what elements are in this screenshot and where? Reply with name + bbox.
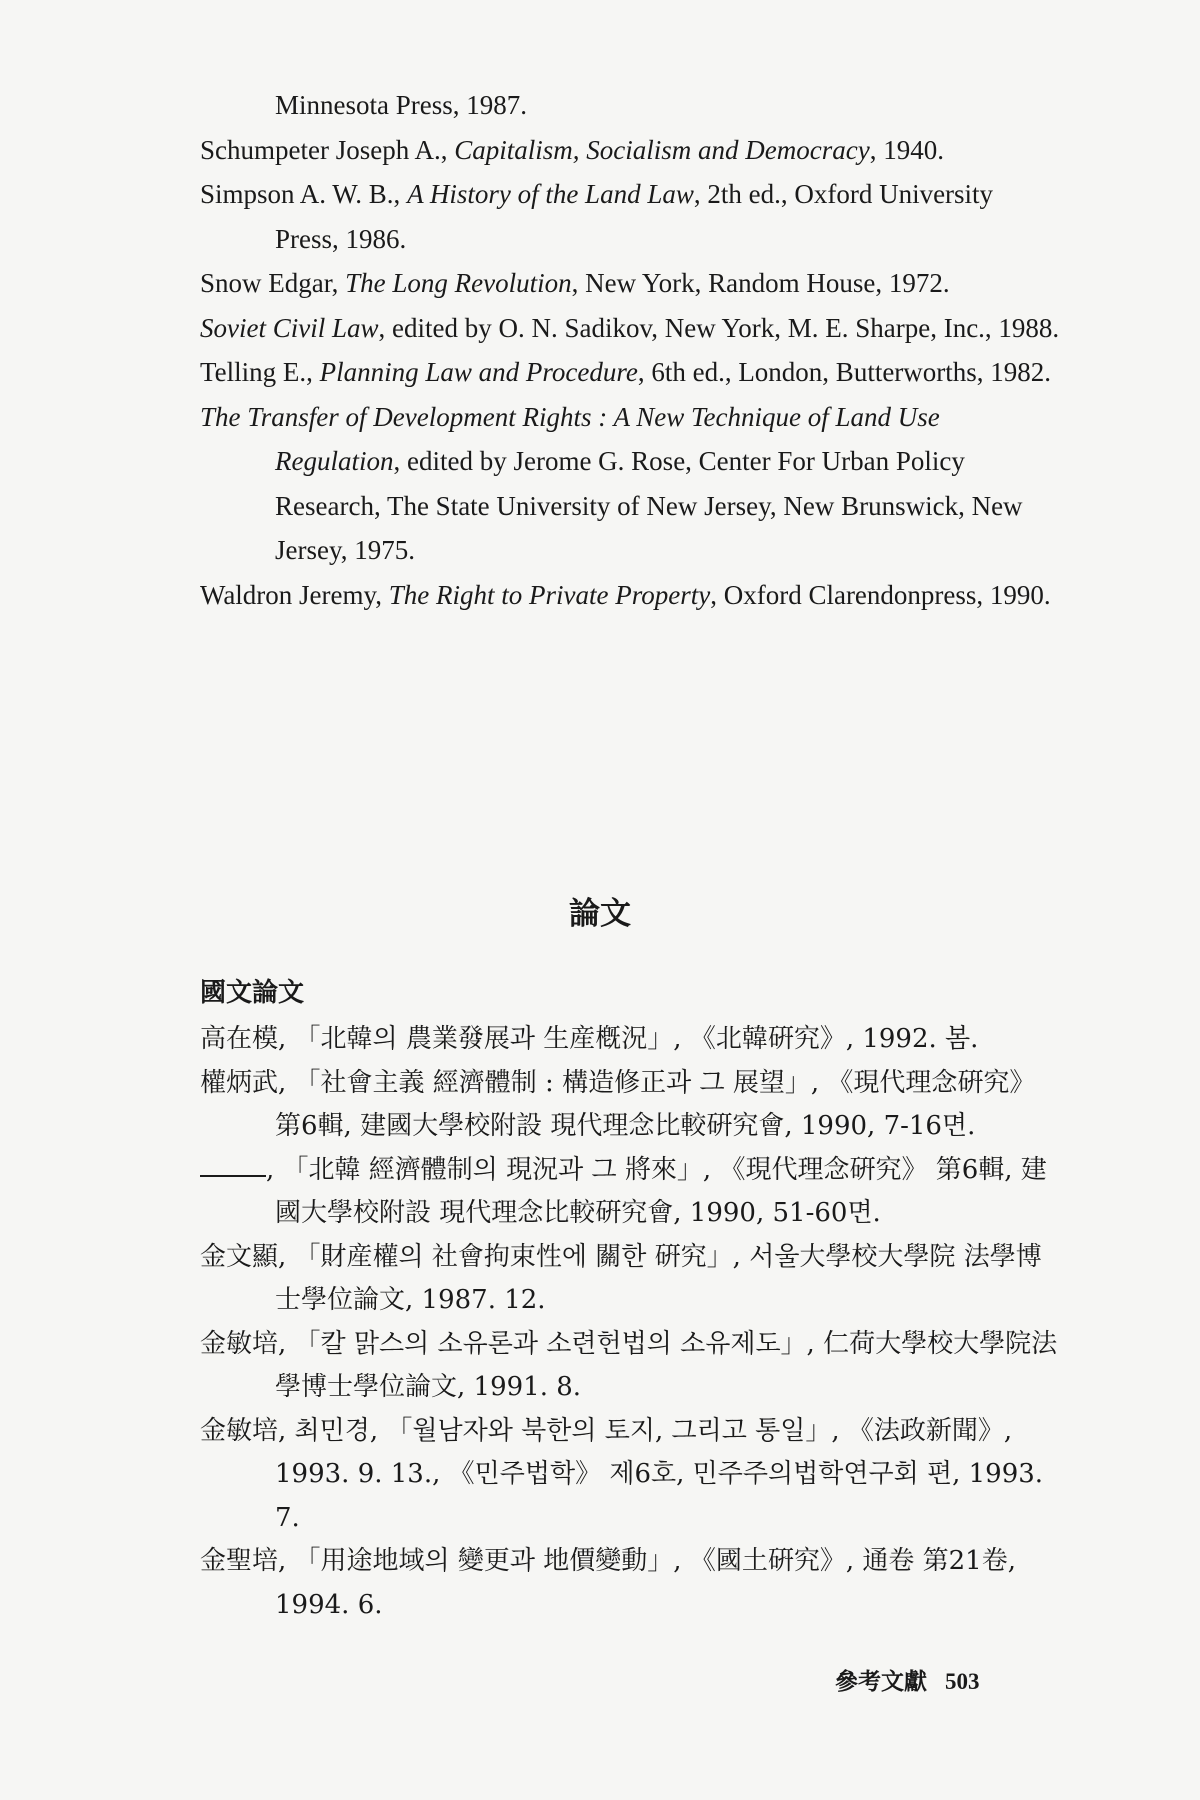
bib-entry-ditto: , 「北韓 經濟體制의 現況과 그 將來」, 《現代理念硏究》 第6輯, 建國大學校附設 現代理念比較硏究會, 1990, 51-60면. [200, 1149, 1060, 1236]
section-title: 論文 [569, 896, 631, 932]
bib-entry: 金敏培, 최민경, 「월남자와 북한의 토지, 그리고 통일」, 《法政新聞》, 1993. 9. 13., 《민주법학》 제6호, 민주주의법학연구회 편, 1993. 7. [200, 1415, 1044, 1533]
page-number: 503 [945, 1669, 980, 1694]
korean-bibliography [200, 1018, 1060, 1627]
subheading: 國文論文 [200, 978, 305, 1008]
bib-entry: Soviet Civil Law, edited by O. N. Sadikov, New York, M. E. Sharpe, Inc., 1988. [200, 312, 1060, 343]
bib-entry: Schumpeter Joseph A., Capitalism, Socialism and Democracy, 1940. [200, 134, 944, 165]
bib-entry: 金敏培, 「칼 맑스의 소유론과 소련헌법의 소유제도」, 仁荷大學校大學院法學博士學位論文, 1991. 8. [200, 1328, 1058, 1402]
bib-entry: Telling E., Planning Law and Procedure, 6th ed., London, Butterworths, 1982. [200, 357, 1052, 387]
bib-entry: Snow Edgar, The Long Revolution, New York, Random House, 1972. [200, 268, 950, 298]
bib-entry: Simpson A. W. B., A History of the Land Law, 2th ed., Oxford University Press, 1986. [200, 179, 994, 254]
bib-entry-continuation: Minnesota Press, 1987. [275, 90, 527, 120]
footer-section-label: 參考文獻 [835, 1668, 927, 1695]
bib-entry: Waldron Jeremy, The Right to Private Property, Oxford Clarendonpress, 1990. [200, 579, 1051, 610]
bib-entry: 金聖培, 「用途地域의 變更과 地價變動」, 《國土硏究》, 通卷 第21卷, 1994. 6. [200, 1546, 1016, 1620]
page-footer [835, 1663, 980, 1696]
bib-entry: The Transfer of Development Rights : A New Technique of Land Use Regulation, edited by Jerome G. Rose, Center For Urban Policy Research, The State University of New Jersey, New Brunswick, New Jersey, 1975. [200, 401, 1023, 565]
bib-entry: 權炳武, 「社會主義 經濟體制 : 構造修正과 그 展望」, 《現代理念硏究》 第6輯, 建國大學校附設 現代理念比較硏究會, 1990, 7-16면. [200, 1067, 1036, 1141]
english-bibliography [200, 83, 1060, 617]
bib-entry: 高在模, 「北韓의 農業發展과 生産槪況」, 《北韓硏究》, 1992. 봄. [200, 1024, 979, 1054]
bib-entry: 金文顯, 「財産權의 社會拘束性에 關한 硏究」, 서울大學校大學院 法學博士學位論文, 1987. 12. [200, 1241, 1042, 1315]
ditto-line [200, 1165, 266, 1177]
